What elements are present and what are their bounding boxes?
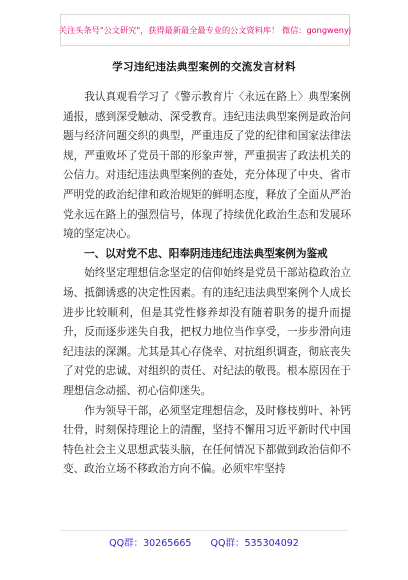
body-paragraph: 作为领导干部，必须坚定理想信念，及时修枝剪叶、补钙壮骨，时刻保持理论上的清醒，坚持不懈用习近平新时代中国特色社会主义思想武装头脑，在任何情况下都做到政治信仰不变、政治立场不移政治方向不偏。必须牢牢坚持: [63, 404, 351, 476]
document-title: 学习违纪违法典型案例的交流发言材料: [112, 61, 296, 73]
promo-banner-text: 关注头条号"公文研究"，获得最新最全最专业的公文资料库！ 微信：gongwenyj: [58, 24, 352, 35]
section-heading: 一、以对党不忠、阳奉阴违违纪违法典型案例为鉴戒: [84, 247, 328, 260]
footer: [0, 535, 408, 549]
body-paragraph: 始终坚定理想信念坚定的信仰始终是党员干部站稳政治立场、抵御诱惑的决定性因素。有的违纪违法典型案例个人成长进步比较顺利，但是其党性修养却没有随着职务的提升而提升，反而逐步迷失自我，把权力地位当作享受，一步步滑向违纪违法的深渊。尤其是其心存侥幸、对抗组织调查，彻底丧失了对党的忠诚、对组织的责任、对纪法的敬畏。根本原因在于理想信念动摇、初心信仰迷失。: [63, 267, 351, 397]
body-paragraph: 我认真观看学习了《警示教育片〈永远在路上〉典型案例通报，感到深受触动、深受教育。违纪违法典型案例是政治问题与经济问题交织的典型，严重违反了党的纪律和国家法律法规，严重败坏了党员干部的形象声誉，严重损害了政法机关的公信力。对违纪违法典型案例的查处，充分体现了中央、省市严明党的政治纪律和政治规矩的鲜明态度，释放了全面从严治党永远在路上的强烈信号，体现了持续优化政治生态和发展环境的坚定决心。: [63, 91, 351, 241]
footer-qq-group-2: QQ群：535304092: [210, 538, 299, 549]
promo-banner: [60, 14, 350, 46]
footer-qq-group-1: QQ群：30265665: [109, 538, 192, 549]
footer-divider: [60, 530, 348, 531]
document-body: [63, 88, 351, 480]
